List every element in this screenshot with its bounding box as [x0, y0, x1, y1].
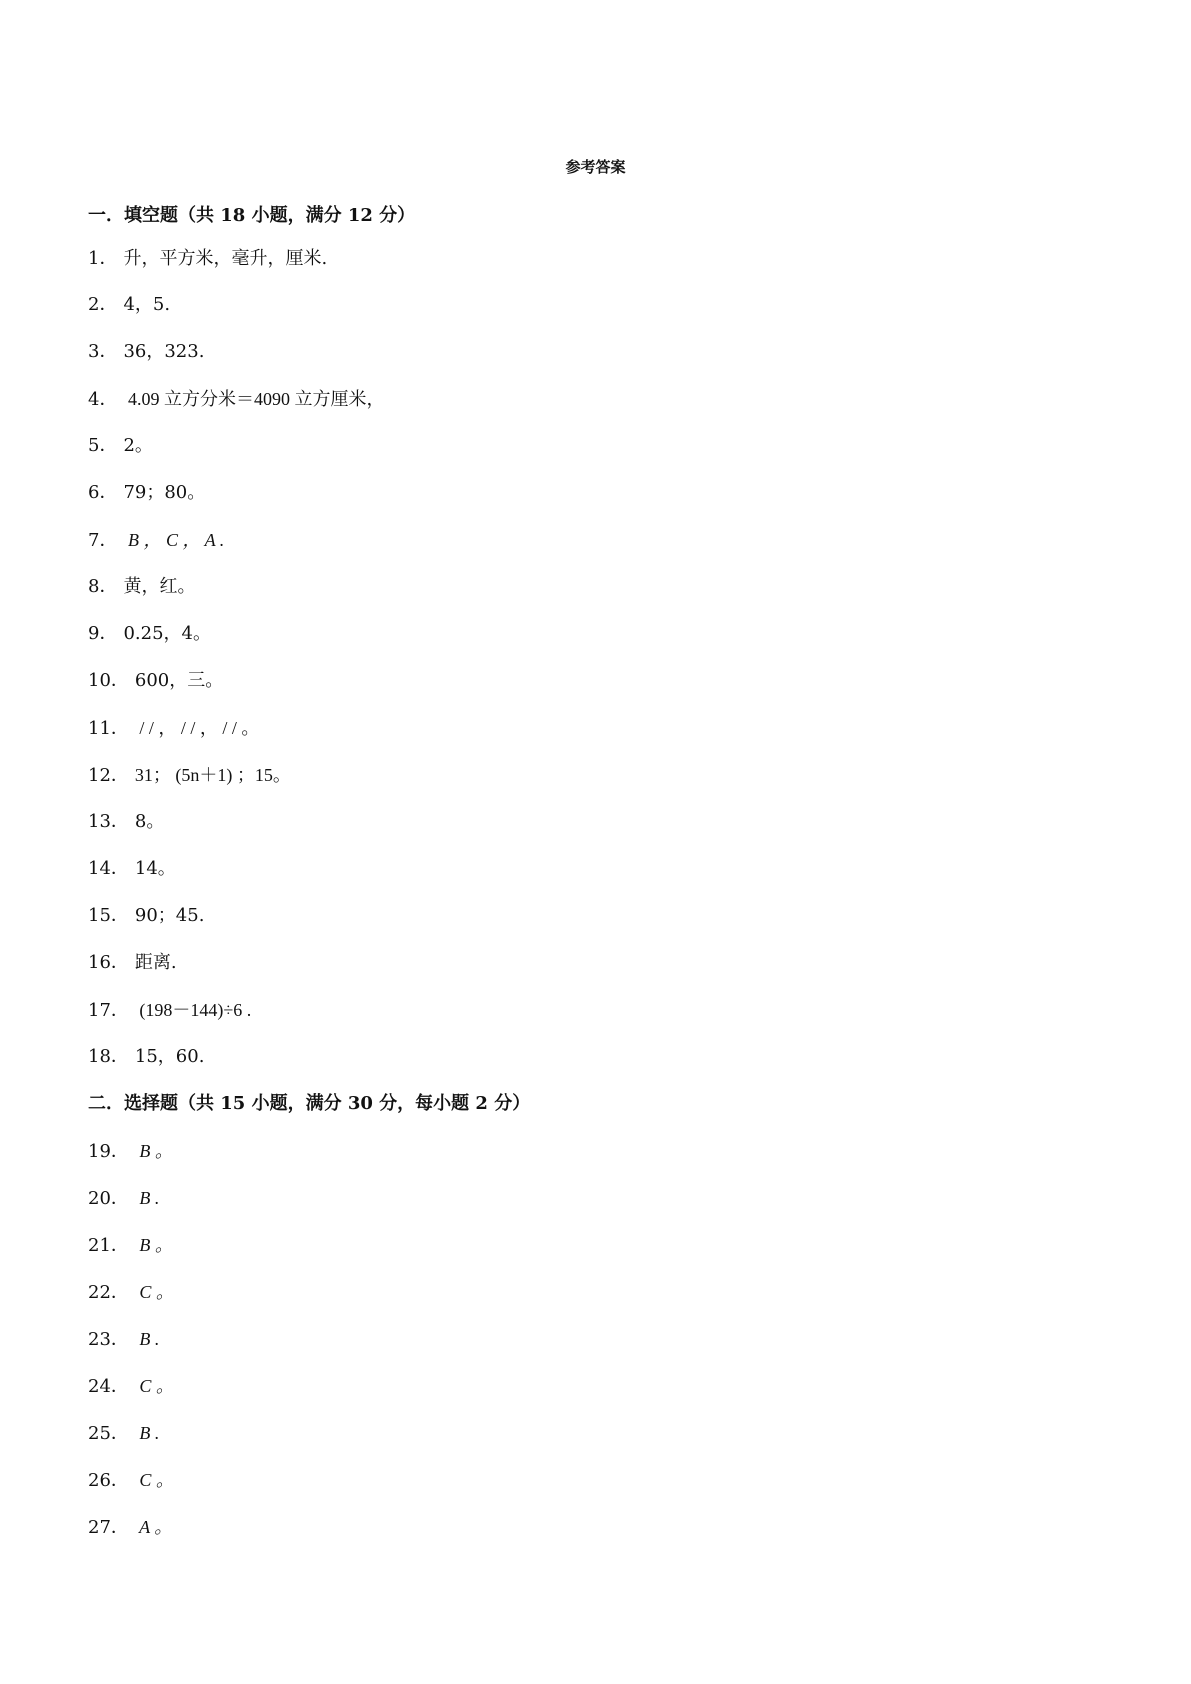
answer-text: 2。: [123, 435, 153, 456]
question-number: 14．: [88, 858, 129, 879]
question-number: 12．: [88, 765, 129, 786]
answer-text: 90；45.: [134, 905, 205, 926]
question-number: 2．: [88, 294, 118, 315]
answer-line: [88, 1139, 173, 1164]
answer-line: [88, 1468, 174, 1493]
answer-text: B .: [134, 1188, 160, 1208]
answer-text: A 。: [134, 1517, 173, 1537]
answer-line: [88, 387, 384, 412]
answer-line: [88, 1515, 172, 1540]
question-number: 5．: [88, 435, 118, 456]
answer-line: [88, 1421, 159, 1446]
answer-line: [88, 247, 327, 271]
question-number: 10．: [88, 670, 129, 691]
question-number: 1．: [88, 248, 118, 269]
question-number: 21．: [88, 1235, 129, 1256]
question-number: 24．: [88, 1376, 129, 1397]
question-number: 22．: [88, 1282, 129, 1303]
answer-text: B 。: [134, 1141, 173, 1161]
answer-text: 31； (5n＋1) ；15。: [134, 765, 291, 785]
answer-line: [88, 1327, 159, 1352]
question-number: 25．: [88, 1423, 129, 1444]
answer-text: C 。: [134, 1376, 174, 1396]
answer-text: 黄，红。: [123, 576, 196, 597]
answer-text: 0.25，4。: [123, 623, 211, 644]
answer-text: B 。: [134, 1235, 173, 1255]
answer-line: [88, 716, 259, 741]
section-heading-multiple-choice: 二．选择题（共 15 小题，满分 30 分，每小题 2 分）: [88, 1093, 531, 1114]
question-number: 18．: [88, 1046, 129, 1067]
answer-text: 升，平方米，毫升，厘米.: [123, 248, 328, 269]
answer-line: [88, 340, 204, 364]
answer-text: / / ， / / ， / / 。: [134, 718, 260, 738]
question-number: 15．: [88, 905, 129, 926]
question-number: 27．: [88, 1517, 129, 1538]
answer-text: 36，323.: [123, 341, 205, 362]
answer-line: [88, 1186, 159, 1211]
answer-line: [88, 293, 170, 317]
answer-text: 4，5.: [123, 294, 171, 315]
answer-line: [88, 1374, 174, 1399]
answer-text: 距离.: [134, 952, 177, 973]
answer-text: 15，60.: [134, 1046, 205, 1067]
question-number: 23．: [88, 1329, 129, 1350]
answer-line: [88, 998, 251, 1023]
answer-text: B .: [134, 1329, 160, 1349]
question-number: 19．: [88, 1141, 129, 1162]
answer-text: (198－144)÷6 .: [134, 1000, 252, 1020]
section-heading-fill-in: 一．填空题（共 18 小题，满分 12 分）: [88, 205, 416, 226]
answer-text: C 。: [134, 1282, 174, 1302]
question-number: 3．: [88, 341, 118, 362]
answer-text: 4.09 立方分米＝4090 立方厘米，: [123, 389, 385, 409]
answer-text: B .: [134, 1423, 160, 1443]
answer-line: [88, 434, 153, 458]
answer-line: [88, 1280, 174, 1305]
question-number: 26．: [88, 1470, 129, 1491]
question-number: 16．: [88, 952, 129, 973]
answer-text: 79；80。: [123, 482, 206, 503]
question-number: 11．: [88, 718, 129, 739]
answer-line: [88, 622, 211, 646]
question-number: 9．: [88, 623, 118, 644]
answer-text: 14。: [134, 858, 176, 879]
answer-text: 8。: [134, 811, 165, 832]
answer-line: [88, 481, 205, 505]
answer-line: [88, 669, 223, 693]
answer-line: [88, 810, 164, 834]
answer-text: B ， C ， A .: [123, 530, 225, 550]
question-number: 7．: [88, 530, 118, 551]
answer-text: 600，三。: [134, 670, 224, 691]
answer-line: [88, 951, 177, 975]
answer-line: [88, 904, 204, 928]
answer-line: [88, 528, 224, 553]
answer-line: [88, 857, 176, 881]
question-number: 20．: [88, 1188, 129, 1209]
question-number: 13．: [88, 811, 129, 832]
question-number: 4．: [88, 389, 118, 410]
page-title: 参考答案: [565, 158, 626, 176]
answer-text: C 。: [134, 1470, 174, 1490]
question-number: 8．: [88, 576, 118, 597]
answer-line: [88, 575, 195, 599]
answer-line: [88, 1045, 204, 1069]
answer-line: [88, 763, 291, 788]
answer-line: [88, 1233, 173, 1258]
question-number: 6．: [88, 482, 118, 503]
question-number: 17．: [88, 1000, 129, 1021]
